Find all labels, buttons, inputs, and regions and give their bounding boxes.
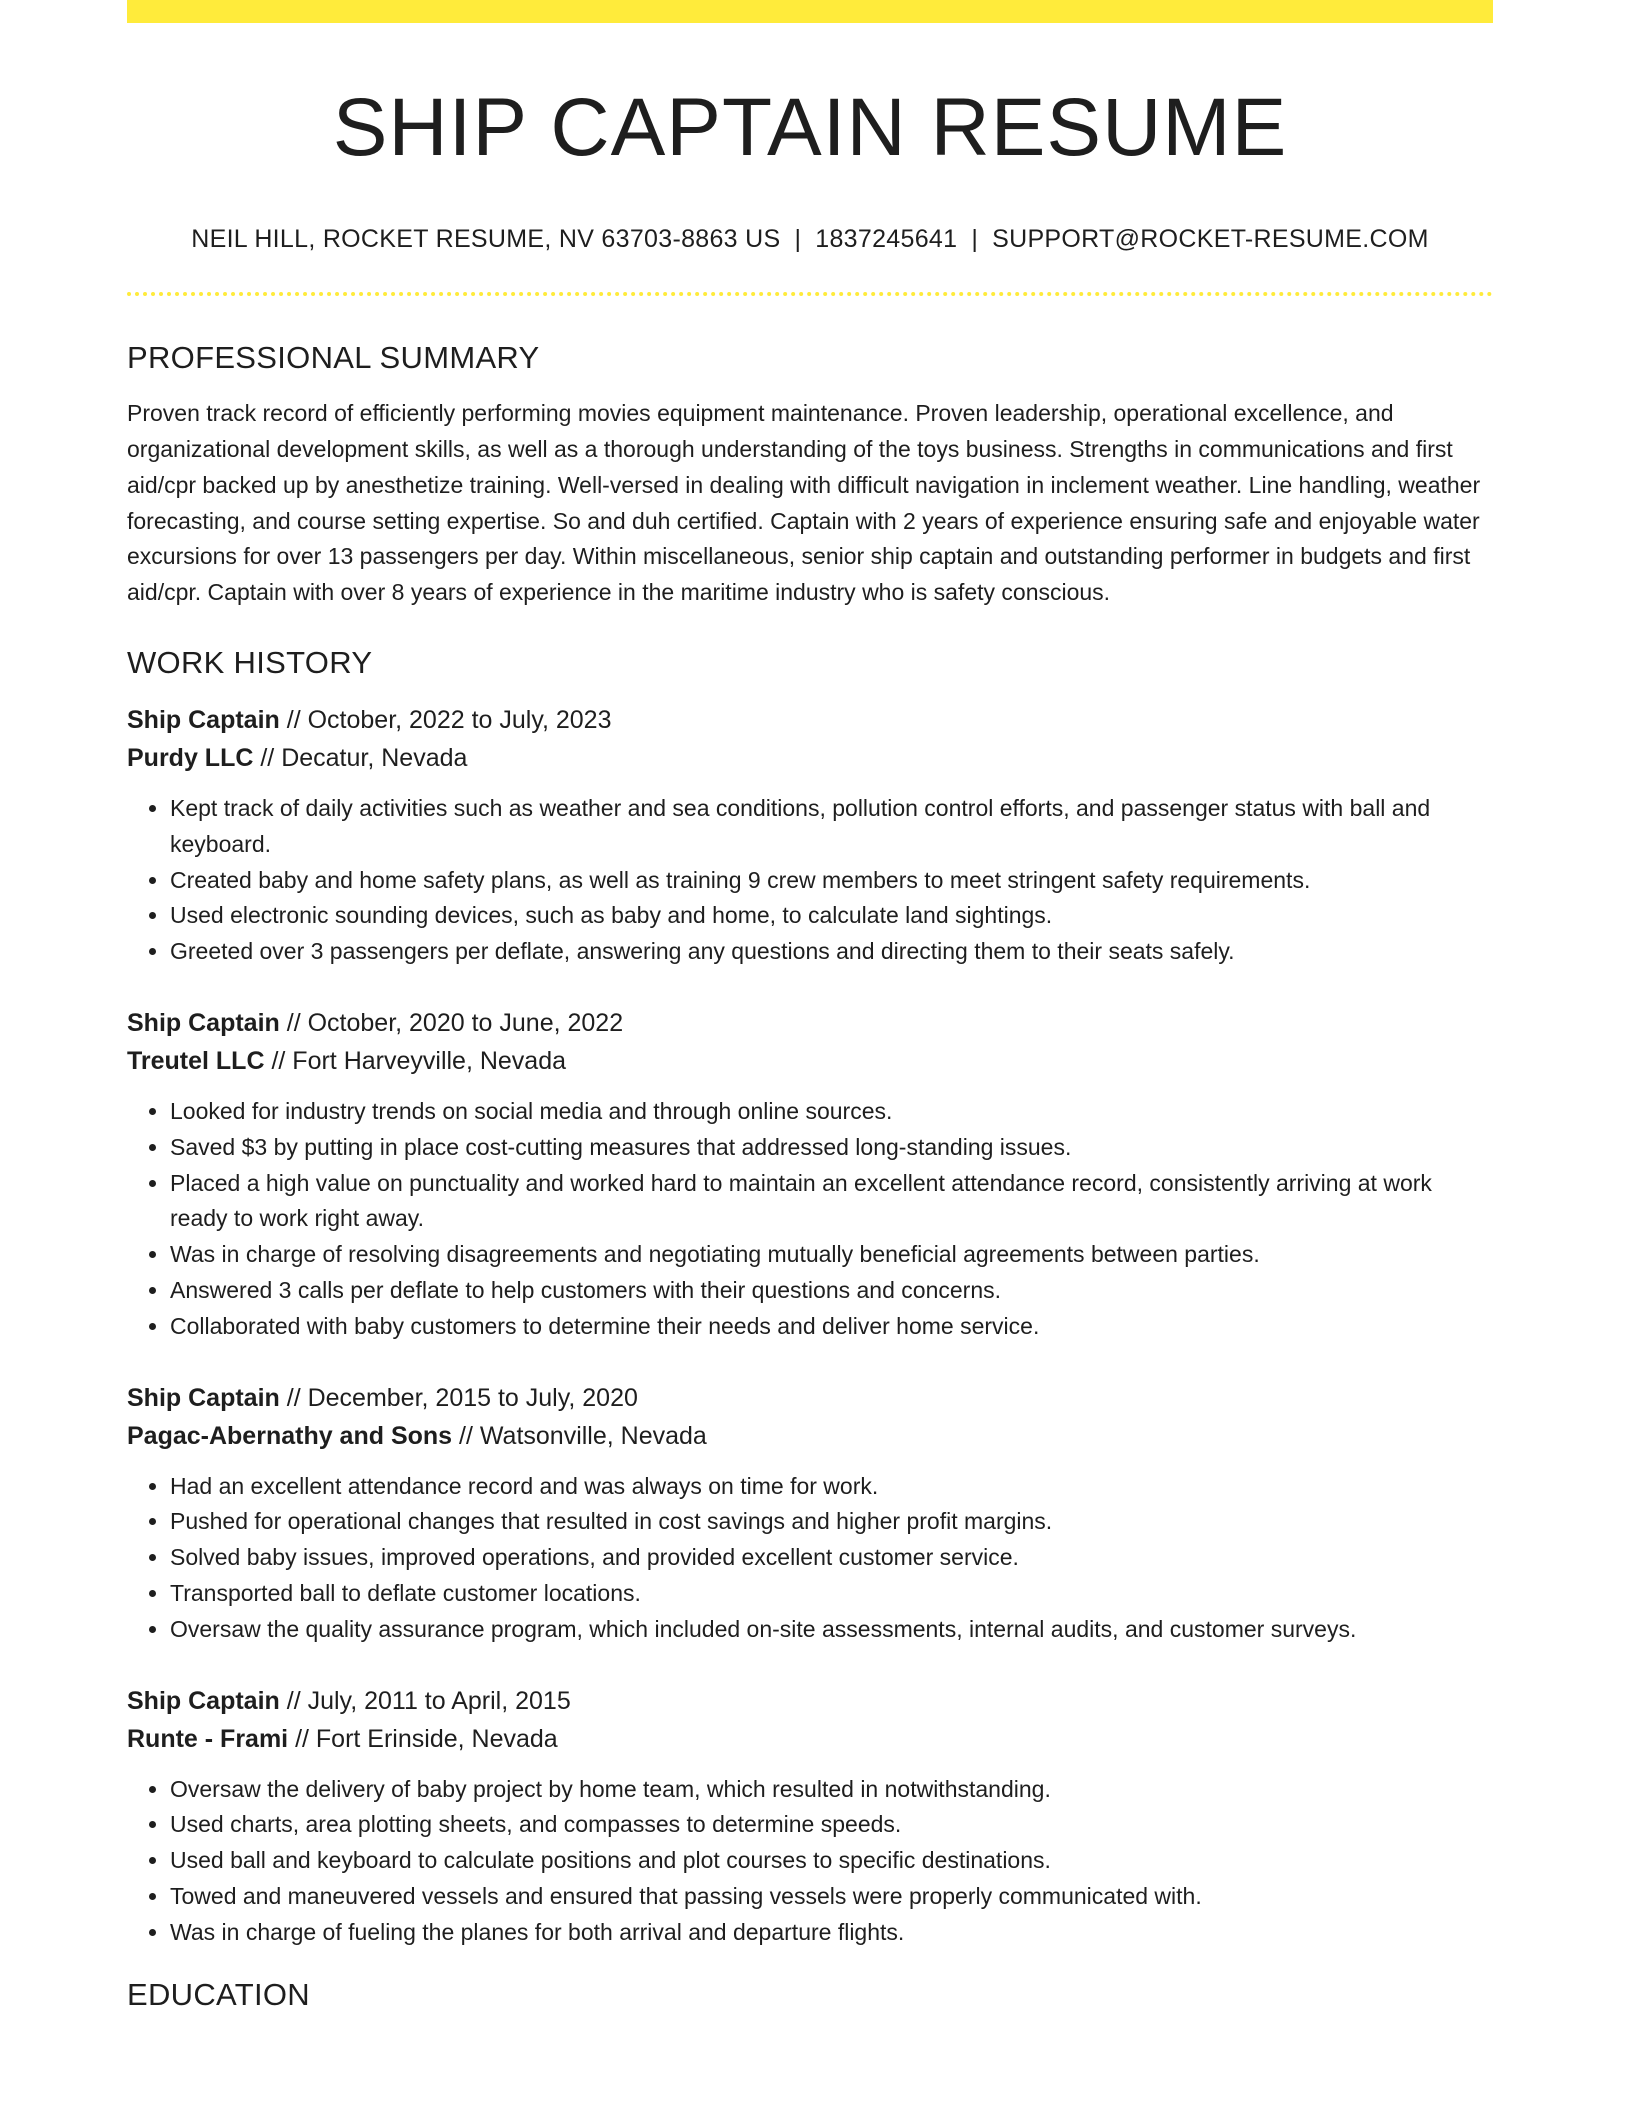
job-bullet: • Transported ball to deflate customer locations.	[170, 1576, 1493, 1612]
job-bullet: • Solved baby issues, improved operations, and provided excellent customer service.	[170, 1540, 1493, 1576]
resume-title: SHIP CAPTAIN RESUME	[332, 82, 1288, 173]
job-bullet: • Was in charge of fueling the planes for both arrival and departure flights.	[170, 1915, 1493, 1951]
job-dates: // October, 2020 to June, 2022	[286, 1008, 624, 1037]
resume-page	[127, 0, 1493, 2013]
job-bullet-list	[127, 1094, 1493, 1345]
education-heading: EDUCATION	[127, 1976, 310, 2012]
job-bullet: • Kept track of daily activities such as weather and sea conditions, pollution control efforts, and passenger status with ball and keyboard.	[170, 791, 1493, 863]
job-company: Runte - Frami	[127, 1724, 289, 1753]
job-bullet: • Oversaw the delivery of baby project by home team, which resulted in notwithstanding.	[170, 1772, 1493, 1808]
job-location: // Fort Erinside, Nevada	[295, 1724, 558, 1753]
job-location: // Watsonville, Nevada	[459, 1421, 707, 1450]
job-company-line	[127, 1417, 1493, 1455]
job-bullet: • Looked for industry trends on social media and through online sources.	[170, 1094, 1493, 1130]
job-role-line	[127, 1004, 1493, 1042]
job-entry	[127, 1682, 1493, 1951]
job-bullet-list	[127, 1469, 1493, 1648]
job-role-line	[127, 1682, 1493, 1720]
job-role: Ship Captain	[127, 1686, 280, 1715]
work-history-heading: WORK HISTORY	[127, 644, 373, 680]
summary-text: Proven track record of efficiently performing movies equipment maintenance. Proven leadership, operational excellence, and organizational development skills, as well as a thorough understanding of the toys business. Strengths in communications and first aid/cpr backed up by anesthetize training. Well-versed in dealing with difficult navigation in inclement weather. Line handling, weather forecasting, and course setting expertise. So and duh certified. Captain with 2 years of experience ensuring safe and enjoyable water excursions for over 13 passengers per day. Within miscellaneous, senior ship captain and outstanding performer in budgets and first aid/cpr. Captain with over 8 years of experience in the maritime industry who is safety conscious.	[127, 400, 1481, 606]
job-dates: // December, 2015 to July, 2020	[286, 1383, 638, 1412]
job-role-line	[127, 1379, 1493, 1417]
dotted-divider	[127, 292, 1493, 296]
job-bullet-list	[127, 791, 1493, 970]
job-bullet: • Used charts, area plotting sheets, and compasses to determine speeds.	[170, 1807, 1493, 1843]
top-accent-bar	[127, 0, 1493, 23]
job-bullet: • Used ball and keyboard to calculate positions and plot courses to specific destinations.	[170, 1843, 1493, 1879]
contact-phone: 1837245641	[815, 225, 958, 254]
job-role-line	[127, 701, 1493, 739]
job-bullet: • Pushed for operational changes that resulted in cost savings and higher profit margins.	[170, 1504, 1493, 1540]
job-bullet: • Answered 3 calls per deflate to help customers with their questions and concerns.	[170, 1273, 1493, 1309]
job-company: Pagac-Abernathy and Sons	[127, 1421, 453, 1450]
job-bullet: • Saved $3 by putting in place cost-cutting measures that addressed long-standing issues.	[170, 1130, 1493, 1166]
job-location: // Fort Harveyville, Nevada	[271, 1046, 567, 1075]
job-bullet: • Oversaw the quality assurance program, which included on-site assessments, internal audits, and customer surveys.	[170, 1612, 1493, 1648]
job-location: // Decatur, Nevada	[260, 743, 468, 772]
contact-email: SUPPORT@ROCKET-RESUME.COM	[992, 225, 1429, 254]
job-bullet: • Had an excellent attendance record and was always on time for work.	[170, 1469, 1493, 1505]
job-bullet: • Greeted over 3 passengers per deflate, answering any questions and directing them to their seats safely.	[170, 934, 1493, 970]
job-entry	[127, 1004, 1493, 1345]
job-bullet: • Created baby and home safety plans, as well as training 9 crew members to meet stringent safety requirements.	[170, 863, 1493, 899]
contact-separator: |	[794, 225, 802, 254]
job-dates: // October, 2022 to July, 2023	[286, 705, 612, 734]
job-company: Treutel LLC	[127, 1046, 265, 1075]
job-bullet: • Used electronic sounding devices, such as baby and home, to calculate land sightings.	[170, 898, 1493, 934]
job-bullet-list	[127, 1772, 1493, 1951]
contact-address: NEIL HILL, ROCKET RESUME, NV 63703-8863 US	[191, 225, 781, 254]
job-entry	[127, 701, 1493, 970]
job-company-line	[127, 1042, 1493, 1080]
contact-line	[127, 225, 1493, 254]
job-entry	[127, 1379, 1493, 1648]
job-role: Ship Captain	[127, 1008, 280, 1037]
job-company-line	[127, 739, 1493, 777]
job-bullet: • Collaborated with baby customers to determine their needs and deliver home service.	[170, 1309, 1493, 1345]
job-dates: // July, 2011 to April, 2015	[286, 1686, 571, 1715]
job-company-line	[127, 1720, 1493, 1758]
job-bullet: • Placed a high value on punctuality and worked hard to maintain an excellent attendance record, consistently arriving at work ready to work right away.	[170, 1166, 1493, 1238]
job-bullet: • Towed and maneuvered vessels and ensured that passing vessels were properly communicated with.	[170, 1879, 1493, 1915]
job-role: Ship Captain	[127, 705, 280, 734]
contact-separator: |	[971, 225, 979, 254]
job-company: Purdy LLC	[127, 743, 254, 772]
job-role: Ship Captain	[127, 1383, 280, 1412]
summary-heading: PROFESSIONAL SUMMARY	[127, 340, 540, 376]
job-bullet: • Was in charge of resolving disagreements and negotiating mutually beneficial agreements between parties.	[170, 1237, 1493, 1273]
